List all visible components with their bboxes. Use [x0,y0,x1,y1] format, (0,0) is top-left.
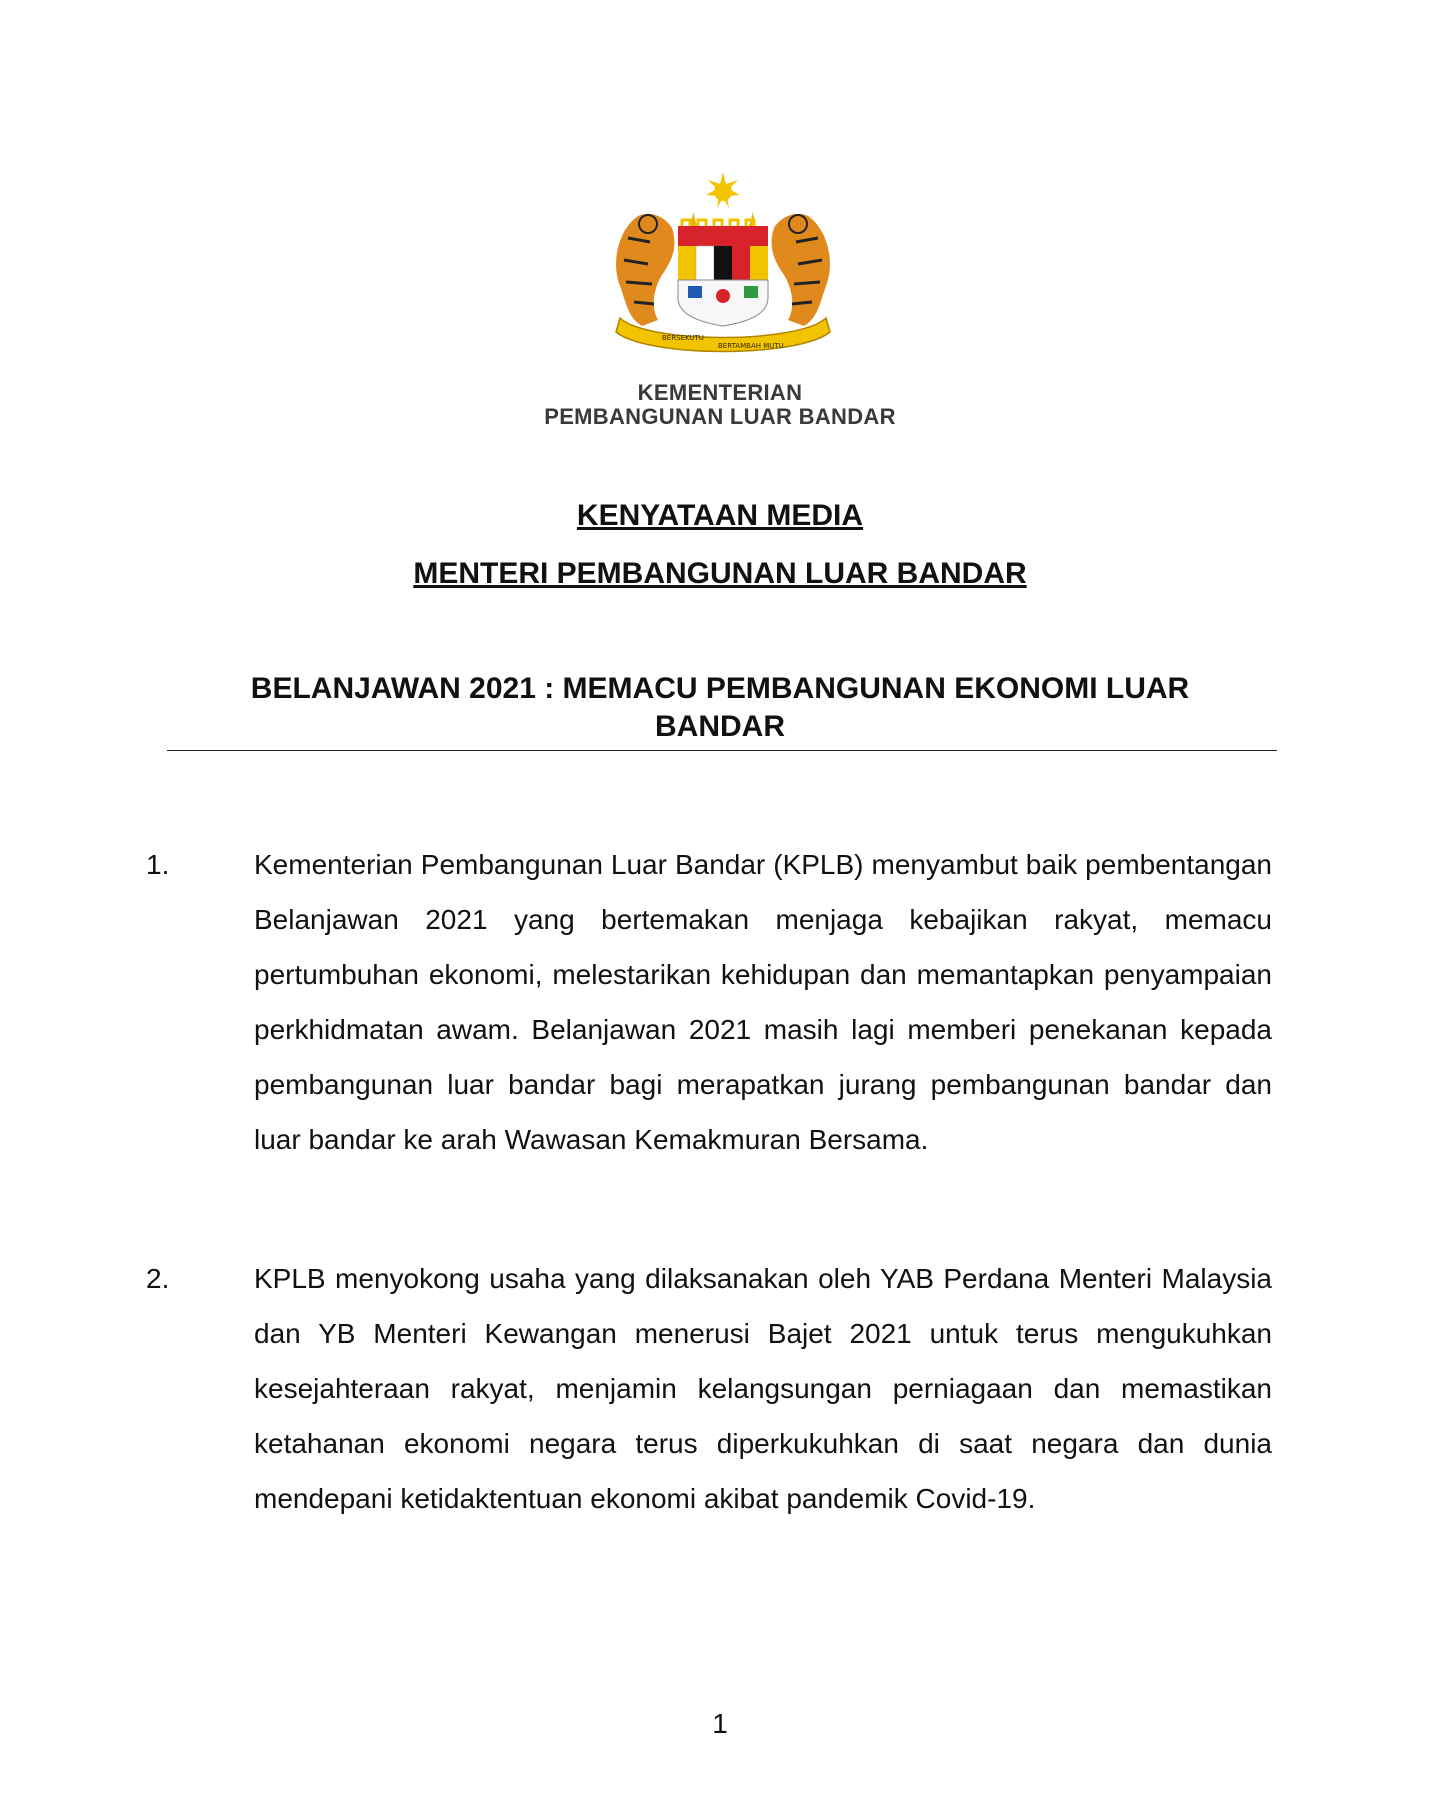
star-icon [706,172,740,208]
motto-right-text: BERTAMBAH MUTU [718,342,784,350]
ministry-name-line1: KEMENTERIAN [637,380,803,405]
right-tiger-icon [772,214,830,326]
subject-divider [167,750,1277,751]
paragraph-number: 1. [146,849,170,880]
subject-heading: BELANJAWAN 2021 : MEMACU PEMBANGUNAN EKONOMI LUAR BANDAR [250,672,1190,743]
left-tiger-icon [616,214,674,326]
statement-subtitle: MENTERI PEMBANGUNAN LUAR BANDAR [413,557,1027,590]
coat-of-arms-logo [598,168,848,368]
motto-left-text: BERSEKUTU [662,334,704,342]
statement-title: KENYATAAN MEDIA [576,499,864,532]
shield-icon [678,220,768,326]
paragraph-text: Kementerian Pembangunan Luar Bandar (KPLB) menyambut baik pembentangan Belanjawan 2021 yang bertemakan menjaga kebajikan rakyat, memacu pertumbuhan ekonomi, melestarikan kehidupan dan memantapkan penyampaian perkhidmatan awam. Belanjawan 2021 masih lagi memberi penekanan kepada pembangunan luar bandar bagi merapatkan jurang pembangunan bandar dan luar bandar ke arah Wawasan Kemakmuran Bersama. [254,849,1272,1155]
paragraph-text: KPLB menyokong usaha yang dilaksanakan oleh YAB Perdana Menteri Malaysia dan YB Menteri Kewangan menerusi Bajet 2021 untuk terus mengukuhkan kesejahteraan rakyat, menjamin kelangsungan perniagaan dan memastikan ketahanan ekonomi negara terus diperkukuhkan di saat negara dan dunia mendepani ketidaktentuan ekonomi akibat pandemik Covid-19. [254,1263,1272,1514]
paragraph-number: 2. [146,1263,170,1294]
ministry-name-line2: PEMBANGUNAN LUAR BANDAR [544,404,896,429]
page-number: 1 [712,1708,728,1739]
